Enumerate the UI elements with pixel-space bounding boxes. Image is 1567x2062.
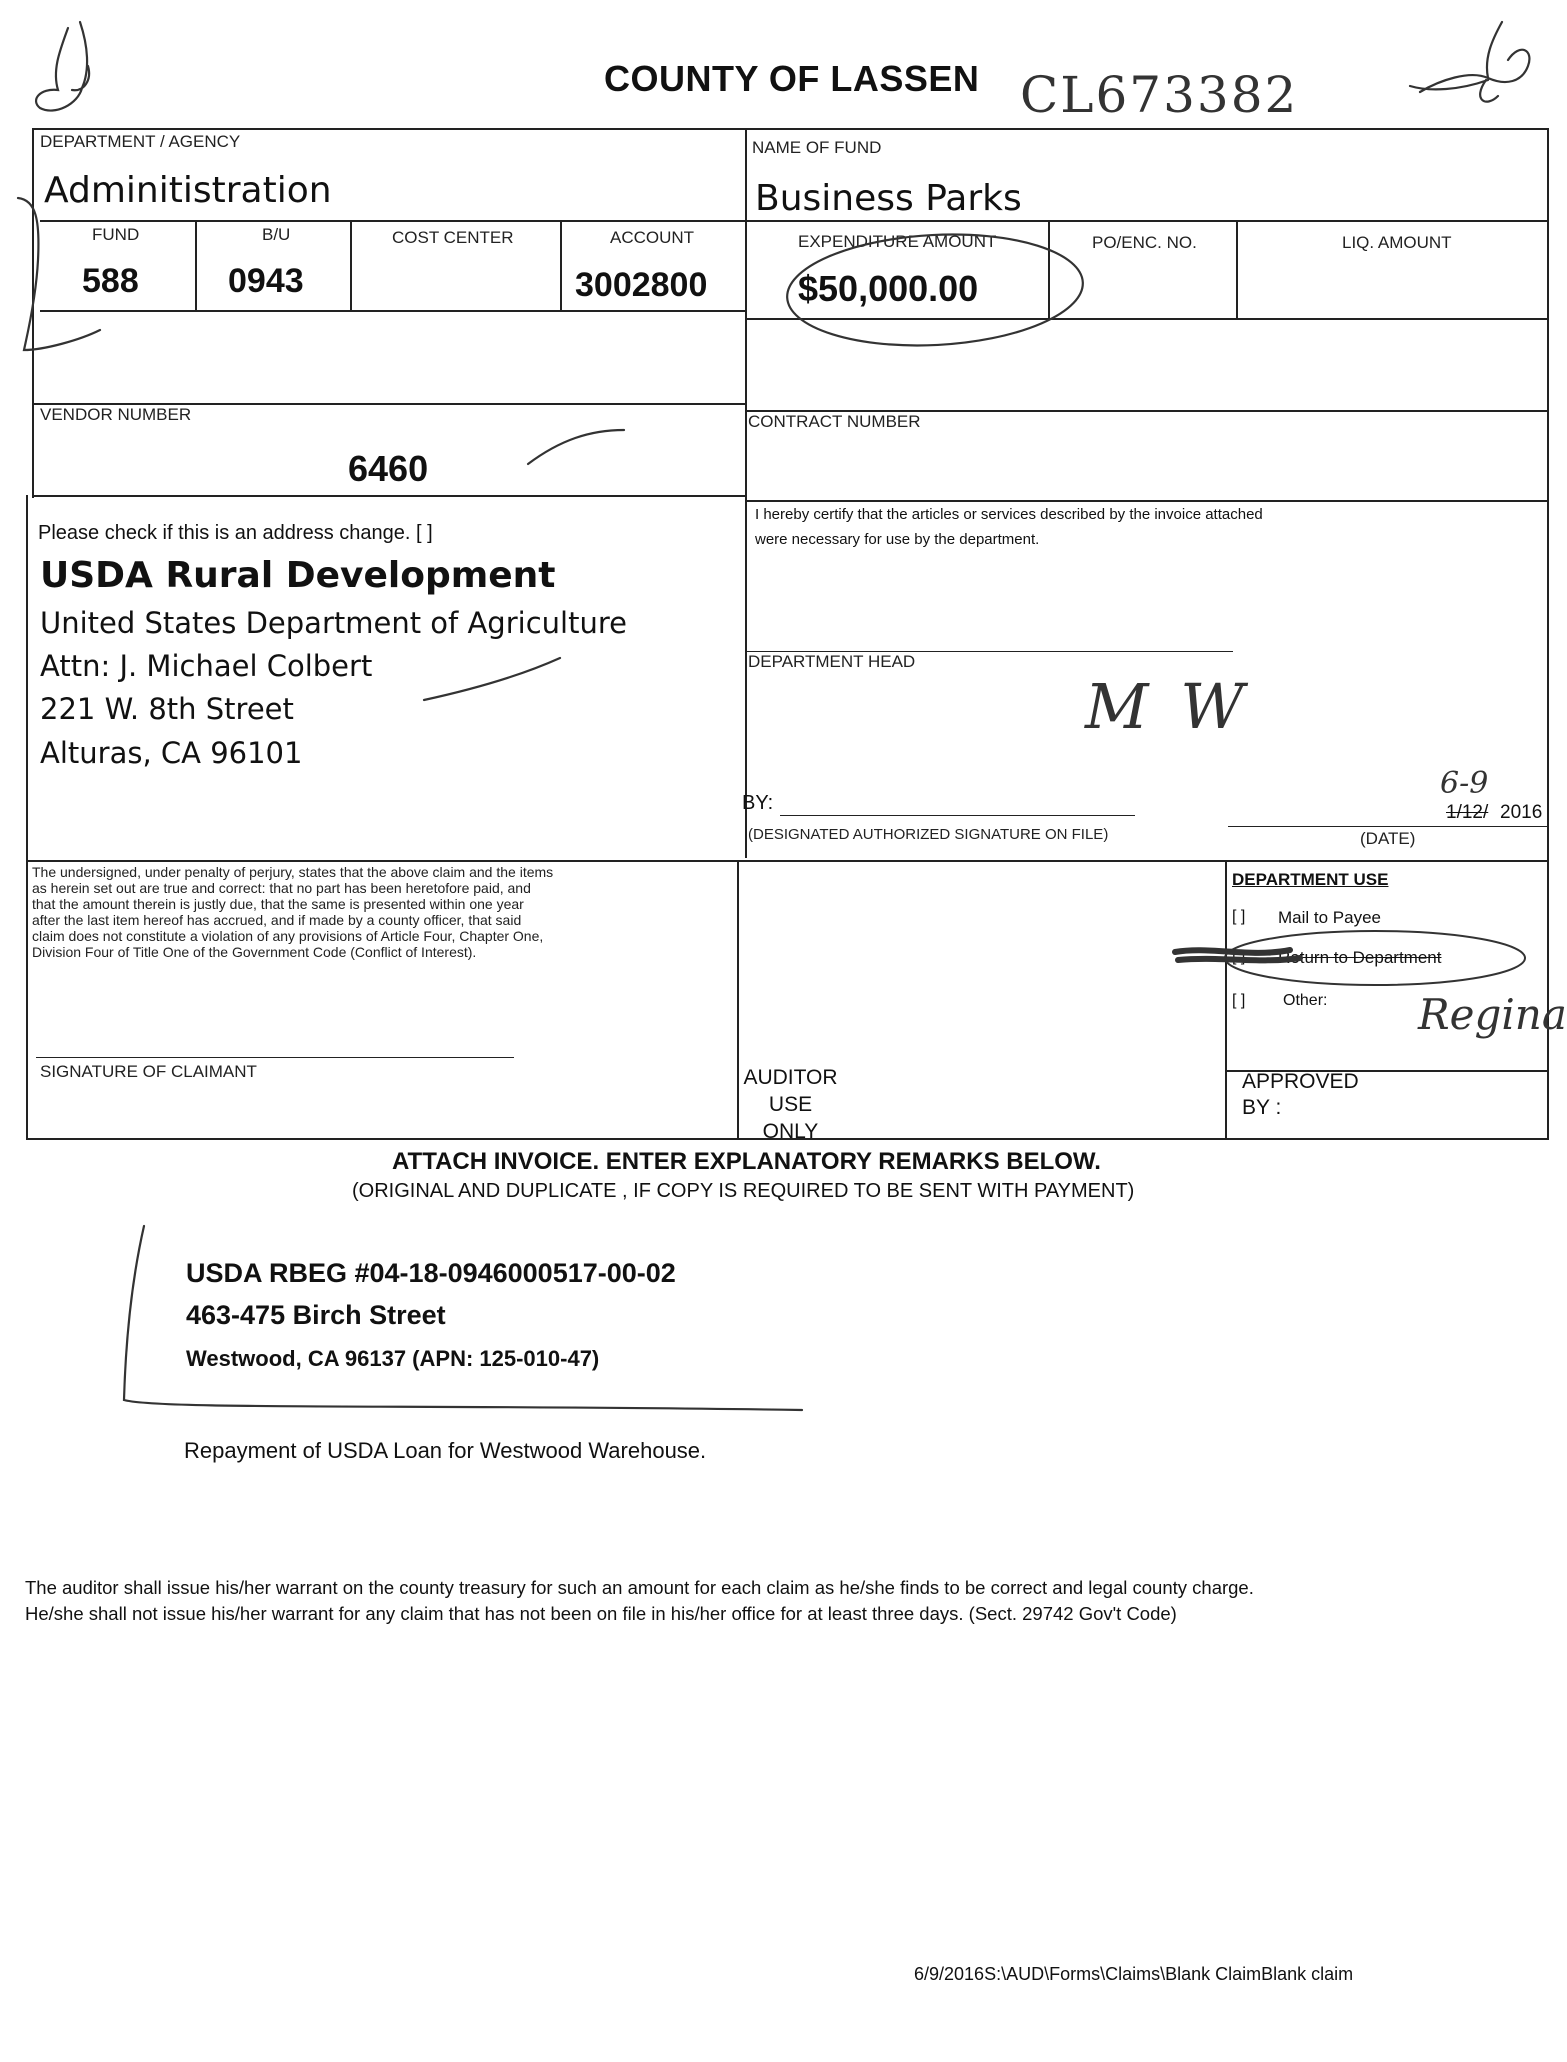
liq-label: LIQ. AMOUNT <box>1342 233 1452 252</box>
dept-use-label: DEPARTMENT USE <box>1232 870 1389 889</box>
designated-signature-label: (DESIGNATED AUTHORIZED SIGNATURE ON FILE) <box>748 826 1109 843</box>
attach-invoice-line: ATTACH INVOICE. ENTER EXPLANATORY REMARKS BELOW. <box>392 1148 1101 1175</box>
department-value: Adminitistration <box>44 170 332 211</box>
perjury-line: The undersigned, under penalty of perjury, states that the above claim and the items <box>32 864 554 880</box>
contract-label: CONTRACT NUMBER <box>748 412 921 431</box>
payee-name: USDA Rural Development <box>40 555 556 596</box>
remarks-street: 463-475 Birch Street <box>186 1300 446 1330</box>
other-handwritten: Regina <box>1418 990 1567 1039</box>
auditor-line: ONLY <box>762 1120 819 1143</box>
po-label: PO/ENC. NO. <box>1092 233 1197 252</box>
payee-attn: Attn: J. Michael Colbert <box>40 649 373 683</box>
signature-claimant-label: SIGNATURE OF CLAIMANT <box>40 1062 257 1081</box>
payee-check-mark <box>424 658 560 700</box>
date-handwritten: 6-9 <box>1440 766 1489 801</box>
auditor-statement-line-1: The auditor shall issue his/her warrant on the county treasury for such an amount for each claim as he/she finds to be correct and legal county charge. <box>25 1577 1254 1598</box>
perjury-line: claim does not constitute a violation of any provisions of Article Four, Chapter One, <box>32 928 544 944</box>
dept-head-label: DEPARTMENT HEAD <box>748 652 916 671</box>
perjury-line: after the last item hereof has accrued, and if made by a county officer, that said <box>32 912 522 928</box>
fund-value: 588 <box>82 262 139 300</box>
date-struck: 1/12/ <box>1446 802 1489 823</box>
top-right-doodle <box>1410 22 1529 102</box>
mail-payee-checkbox[interactable]: [ ] <box>1232 908 1246 925</box>
account-label: ACCOUNT <box>610 228 695 247</box>
other-label: Other: <box>1283 992 1328 1009</box>
other-checkbox[interactable]: [ ] <box>1232 992 1246 1009</box>
certify-line-2: were necessary for use by the department. <box>755 531 1040 548</box>
fund-name-value: Business Parks <box>755 178 1022 219</box>
remarks-rbeg: USDA RBEG #04-18-0946000517-00-02 <box>186 1258 676 1288</box>
form-title: COUNTY OF LASSEN <box>604 58 980 99</box>
auditor-line: USE <box>768 1093 813 1116</box>
date-label: (DATE) <box>1360 829 1416 848</box>
address-change-note: Please check if this is an address change. [ ] <box>38 522 433 544</box>
perjury-line: that the amount therein is justly due, that the same is presented within one year <box>32 896 524 912</box>
approved-label: APPROVED <box>1242 1070 1359 1093</box>
by-label: BY: <box>742 792 774 814</box>
department-label: DEPARTMENT / AGENCY <box>40 132 241 151</box>
perjury-statement <box>32 864 732 960</box>
vendor-label: VENDOR NUMBER <box>40 405 192 424</box>
auditor-use <box>738 1064 843 1145</box>
mail-to-payee-label: Mail to Payee <box>1278 908 1381 927</box>
perjury-line: as herein set out are true and correct: that no part has been heretofore paid, and <box>32 880 531 896</box>
payee-dept: United States Department of Agriculture <box>40 606 627 640</box>
file-path: 6/9/2016S:\AUD\Forms\Claims\Blank ClaimBlank claim <box>914 1964 1354 1984</box>
expenditure-label: EXPENDITURE AMOUNT <box>798 232 997 251</box>
bu-label: B/U <box>262 225 291 244</box>
approved-by-label: BY : <box>1242 1096 1282 1119</box>
auditor-line: AUDITOR <box>743 1066 838 1089</box>
remarks-repayment: Repayment of USDA Loan for Westwood Warehouse. <box>184 1438 707 1463</box>
original-duplicate-line: (ORIGINAL AND DUPLICATE , IF COPY IS REQUIRED TO BE SENT WITH PAYMENT) <box>352 1180 1135 1202</box>
claim-number: CL673382 <box>1020 66 1299 124</box>
vendor-check-mark <box>528 430 624 464</box>
fund-label: FUND <box>92 225 140 244</box>
account-value: 3002800 <box>575 266 708 304</box>
top-left-doodle <box>36 22 89 111</box>
return-dept-checkbox[interactable]: [ ] <box>1232 948 1246 965</box>
date-year: 2016 <box>1500 802 1543 823</box>
remarks-city: Westwood, CA 96137 (APN: 125-010-47) <box>186 1346 600 1371</box>
vendor-value: 6460 <box>348 448 429 489</box>
fund-name-label: NAME OF FUND <box>752 138 882 157</box>
return-to-dept-label: Return to Department <box>1278 948 1442 967</box>
dept-head-signature: M W <box>1085 670 1250 743</box>
certify-line-1: I hereby certify that the articles or services described by the invoice attached <box>755 506 1263 523</box>
bu-value: 0943 <box>228 262 304 300</box>
auditor-statement-line-2: He/she shall not issue his/her warrant for any claim that has not been on file in his/her office for at least three days. (Sect. 29742 Gov't Code) <box>25 1603 1177 1624</box>
expenditure-value: $50,000.00 <box>798 268 979 309</box>
cost-center-label: COST CENTER <box>392 228 514 247</box>
payee-street: 221 W. 8th Street <box>40 692 294 726</box>
payee-city: Alturas, CA 96101 <box>40 736 303 770</box>
perjury-line: Division Four of Title One of the Government Code (Conflict of Interest). <box>32 944 477 960</box>
